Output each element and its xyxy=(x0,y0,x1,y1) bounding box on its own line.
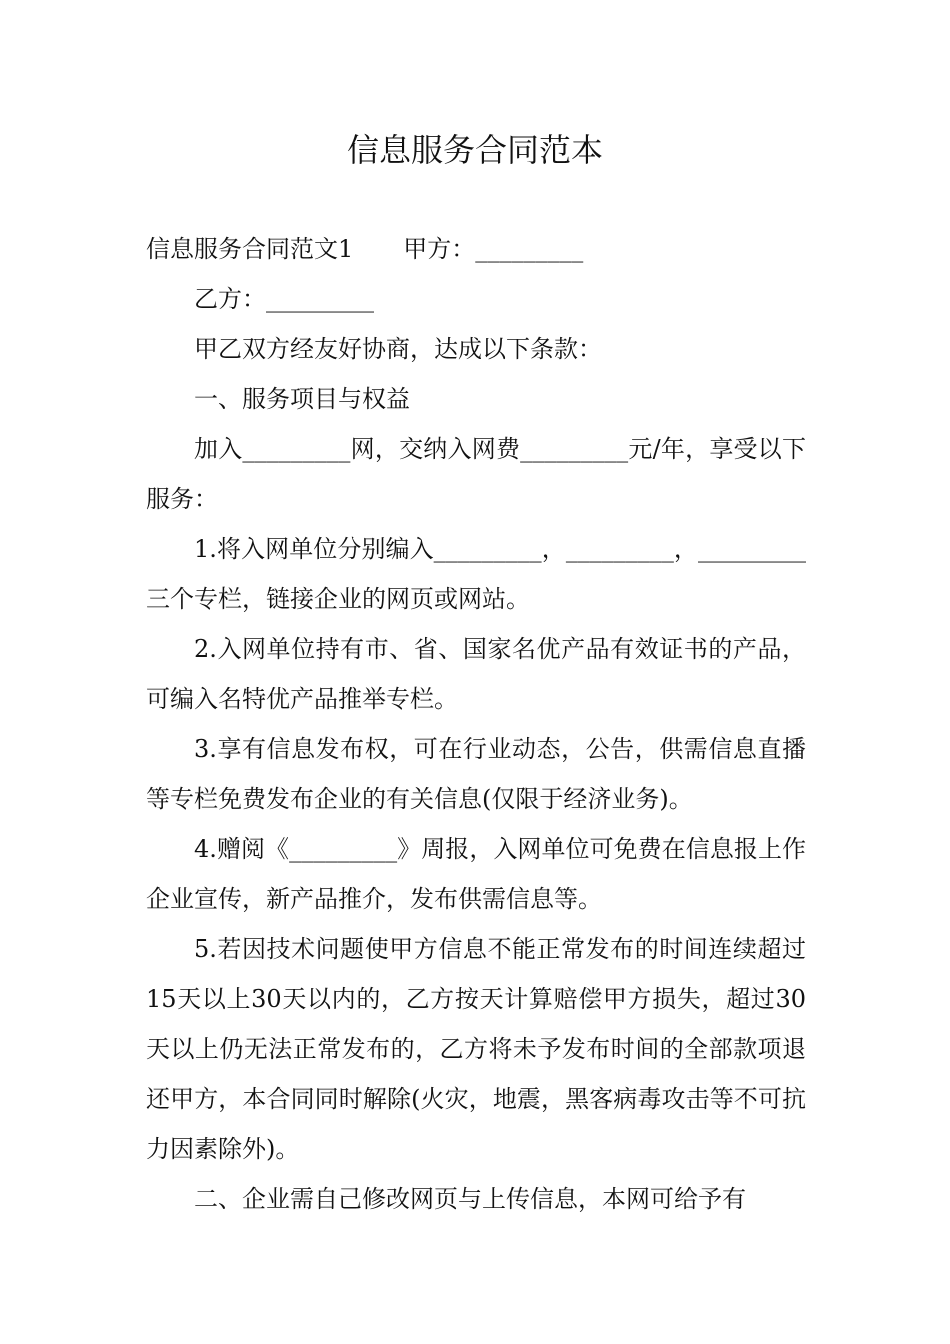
section-heading-1: 一、服务项目与权益 xyxy=(194,385,410,413)
document-body xyxy=(146,224,806,1224)
clause-4: 4.赠阅《_________》周报，入网单位可免费在信息报上作企业宣传，新产品推介，发布供需信息等。 xyxy=(146,835,806,913)
service-fee-clause: 加入_________网，交纳入网费_________元/年，享受以下服务： xyxy=(146,435,806,513)
party-b-field: 乙方：_________ xyxy=(194,285,374,313)
document-title: 信息服务合同范本 xyxy=(346,131,603,169)
party-a-field: 甲方：_________ xyxy=(403,235,584,263)
clause-5: 5.若因技术问题使甲方信息不能正常发布的时间连续超过15天以上30天以内的，乙方按天计算赔偿甲方损失，超过30天以上仍无法正常发布的，乙方将未予发布时间的全部款项退还甲方，本合同同时解除(火灾，地震，黑客病毒攻击等不可抗力因素除外)。 xyxy=(146,935,806,1163)
section-heading-2: 二、企业需自己修改网页与上传信息，本网可给予有 xyxy=(194,1185,746,1213)
clause-1: 1.将入网单位分别编入_________，_________，_________三个专栏，链接企业的网页或网站。 xyxy=(146,535,806,613)
clause-2: 2.入网单位持有市、省、国家名优产品有效证书的产品，可编入名特优产品推举专栏。 xyxy=(146,635,806,713)
clause-3: 3.享有信息发布权，可在行业动态，公告，供需信息直播等专栏免费发布企业的有关信息(仅限于经济业务)。 xyxy=(146,735,806,813)
contract-subtitle: 信息服务合同范文1 xyxy=(146,235,354,263)
contract-heading-line xyxy=(146,224,806,274)
agreement-intro: 甲乙双方经友好协商，达成以下条款： xyxy=(194,335,602,363)
